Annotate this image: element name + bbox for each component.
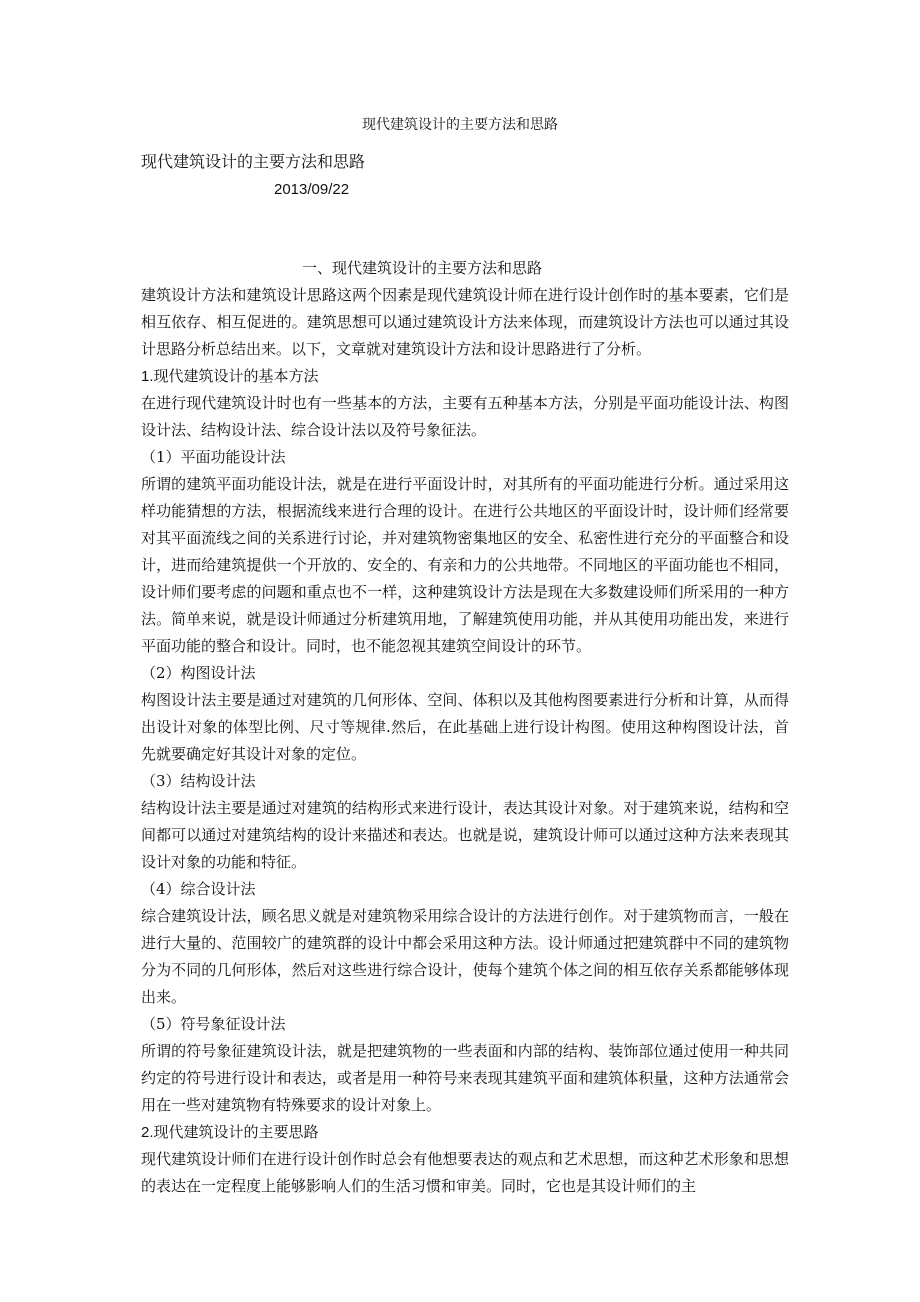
heading-composition: （2）构图设计法 [141, 664, 256, 682]
heading-main-ideas: 2.现代建筑设计的主要思路 [141, 1124, 319, 1141]
document-body [141, 255, 789, 1200]
heading-basic-methods: 1.现代建筑设计的基本方法 [141, 368, 319, 385]
heading-structure: （3）结构设计法 [141, 772, 256, 790]
heading-plane-function: （1）平面功能设计法 [141, 448, 286, 466]
heading-symbolic: （5）符号象征设计法 [141, 1015, 286, 1033]
document-date: 2013/09/22 [274, 181, 350, 198]
paragraph-basic-methods: 在进行现代建筑设计时也有一些基本的方法，主要有五种基本方法，分别是平面功能设计法、构图设计法、结构设计法、综合设计法以及符号象征法。 [141, 394, 789, 439]
section-heading: 一、现代建筑设计的主要方法和思路 [302, 259, 543, 277]
paragraph-symbolic: 所谓的符号象征建筑设计法，就是把建筑物的一些表面和内部的结构、装饰部位通过使用一种共同约定的符号进行设计和表达，或者是用一种符号来表现其建筑平面和建筑体积量，这种方法通常会用在一些对建筑物有特殊要求的设计对象上。 [141, 1042, 789, 1114]
paragraph-composition: 构图设计法主要是通过对建筑的几何形体、空间、体积以及其他构图要素进行分析和计算，从而得出设计对象的体型比例、尺寸等规律.然后，在此基础上进行设计构图。使用这种构图设计法，首先就要确定好其设计对象的定位。 [141, 691, 789, 763]
document-title: 现代建筑设计的主要方法和思路 [362, 117, 558, 133]
heading-comprehensive: （4）综合设计法 [141, 880, 256, 898]
paragraph-plane-function: 所谓的建筑平面功能设计法，就是在进行平面设计时，对其所有的平面功能进行分析。通过采用这样功能猜想的方法，根据流线来进行合理的设计。在进行公共地区的平面设计时，设计师们经常要对其平面流线之间的关系进行讨论，并对建筑物密集地区的安全、私密性进行充分的平面整合和设计，进而给建筑提供一个开放的、安全的、有亲和力的公共地带。不同地区的平面功能也不相同，设计师们要考虑的问题和重点也不一样，这种建筑设计方法是现在大多数建设师们所采用的一种方法。简单来说，就是设计师通过分析建筑用地，了解建筑使用功能，并从其使用功能出发，来进行平面功能的整合和设计。同时，也不能忽视其建筑空间设计的环节。 [141, 475, 789, 655]
paragraph-comprehensive: 综合建筑设计法，顾名思义就是对建筑物采用综合设计的方法进行创作。对于建筑物而言，一般在进行大量的、范围较广的建筑群的设计中都会采用这种方法。设计师通过把建筑群中不同的建筑物分为不同的几何形体，然后对这些进行综合设计，使每个建筑个体之间的相互依存关系都能够体现出来。 [141, 907, 789, 1006]
document-subtitle: 现代建筑设计的主要方法和思路 [141, 152, 366, 171]
paragraph-intro: 建筑设计方法和建筑设计思路这两个因素是现代建筑设计师在进行设计创作时的基本要素，它们是相互依存、相互促进的。建筑思想可以通过建筑设计方法来体现，而建筑设计方法也可以通过其设计思路分析总结出来。以下，文章就对建筑设计方法和设计思路进行了分析。 [141, 286, 789, 358]
paragraph-main-ideas: 现代建筑设计师们在进行设计创作时总会有他想要表达的观点和艺术思想，而这种艺术形象和思想的表达在一定程度上能够影响人们的生活习惯和审美。同时，它也是其设计师们的主 [141, 1150, 789, 1195]
paragraph-structure: 结构设计法主要是通过对建筑的结构形式来进行设计，表达其设计对象。对于建筑来说，结构和空间都可以通过对建筑结构的设计来描述和表达。也就是说，建筑设计师可以通过这种方法来表现其设计对象的功能和特征。 [141, 799, 789, 871]
